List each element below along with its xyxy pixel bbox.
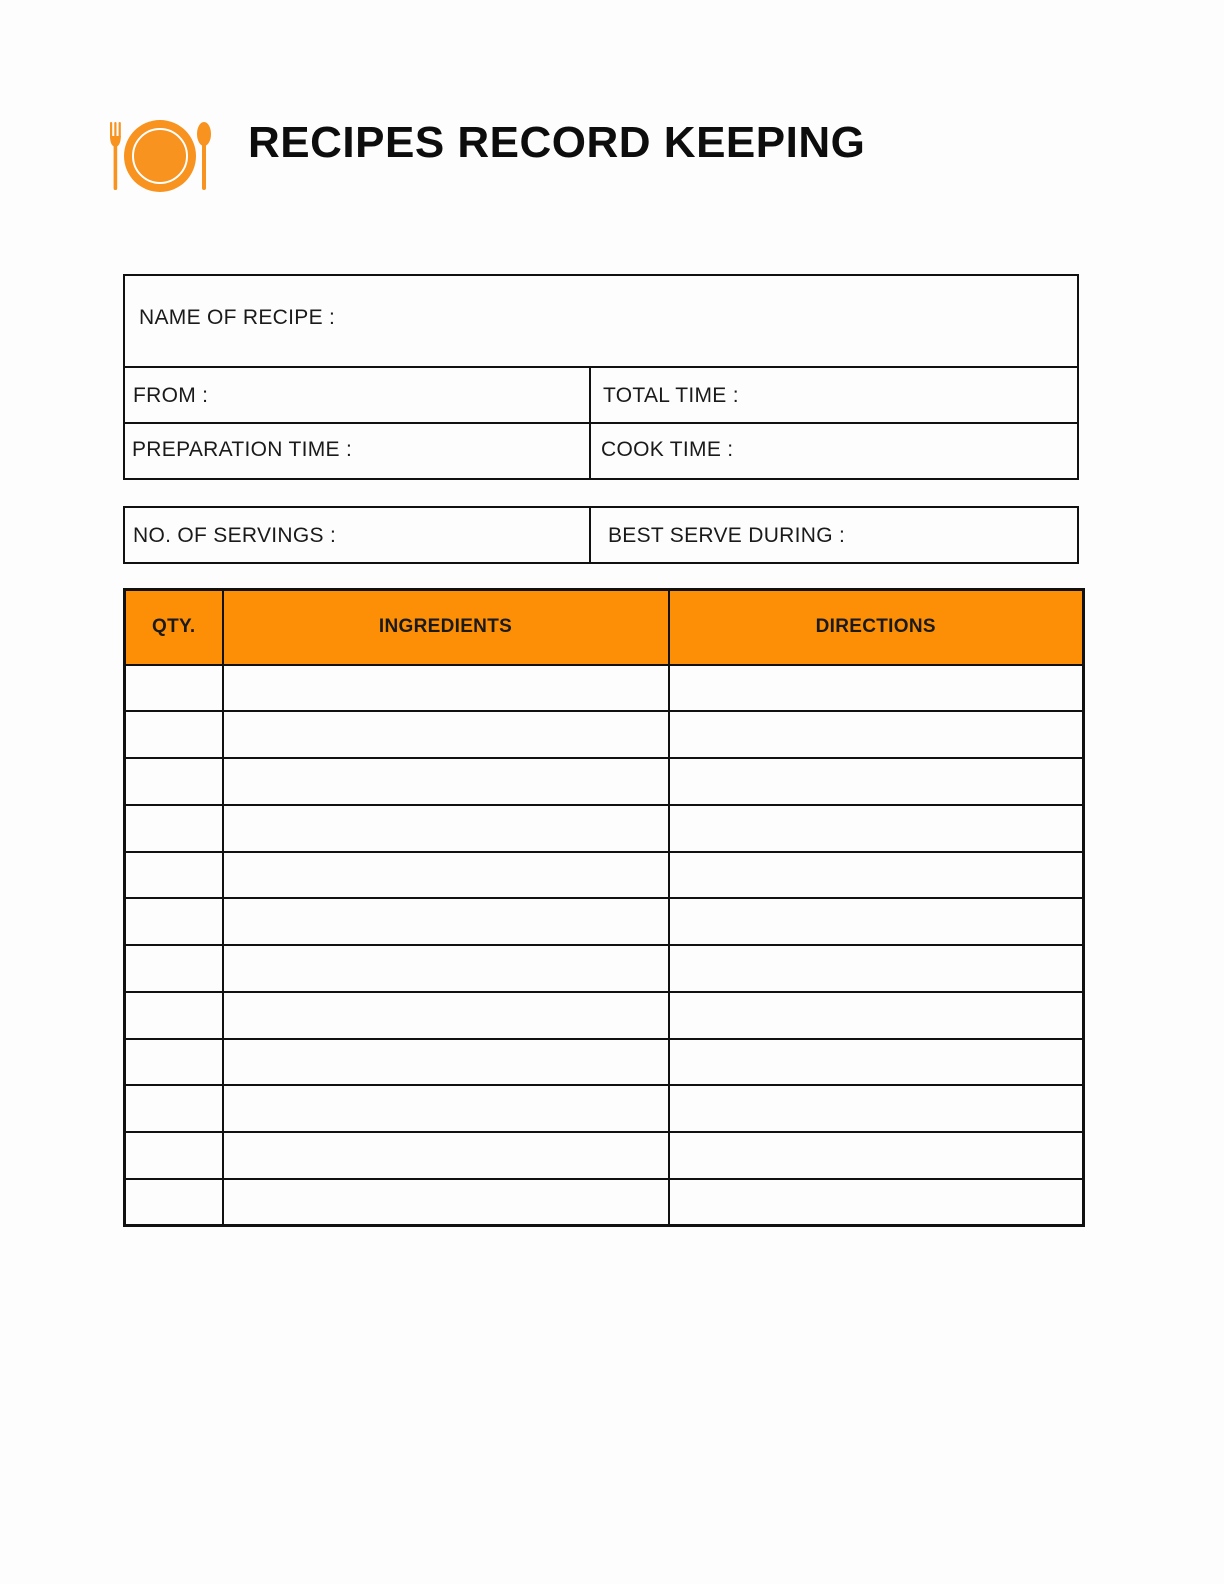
direction-cell[interactable] [669,711,1084,758]
qty-column-header: QTY. [125,590,223,665]
name-of-recipe-label: NAME OF RECIPE : [139,306,336,329]
qty-cell[interactable] [125,711,223,758]
table-row [125,1132,1084,1179]
from-label: FROM : [133,384,209,407]
qty-cell[interactable] [125,1085,223,1132]
direction-cell[interactable] [669,805,1084,852]
qty-cell[interactable] [125,898,223,945]
direction-cell[interactable] [669,1132,1084,1179]
direction-cell[interactable] [669,898,1084,945]
qty-cell[interactable] [125,805,223,852]
column-divider [589,368,591,424]
direction-cell[interactable] [669,992,1084,1039]
ingredient-cell[interactable] [223,945,669,992]
qty-cell[interactable] [125,945,223,992]
direction-cell[interactable] [669,1039,1084,1086]
ingredient-cell[interactable] [223,1039,669,1086]
page-title: RECIPES RECORD KEEPING [248,118,866,167]
table-row [125,852,1084,899]
ingredient-cell[interactable] [223,805,669,852]
directions-column-header: DIRECTIONS [669,590,1084,665]
direction-cell[interactable] [669,852,1084,899]
table-row [125,805,1084,852]
qty-cell[interactable] [125,992,223,1039]
table-row [125,992,1084,1039]
no-of-servings-label: NO. OF SERVINGS : [133,524,337,547]
qty-cell[interactable] [125,1132,223,1179]
qty-cell[interactable] [125,1039,223,1086]
table-row [125,1179,1084,1226]
ingredient-cell[interactable] [223,852,669,899]
ingredient-cell[interactable] [223,898,669,945]
direction-cell[interactable] [669,1085,1084,1132]
direction-cell[interactable] [669,758,1084,805]
qty-cell[interactable] [125,1179,223,1226]
best-serve-during-label: BEST SERVE DURING : [608,524,846,547]
direction-cell[interactable] [669,1179,1084,1226]
preparation-time-label: PREPARATION TIME : [132,438,353,461]
ingredients-column-header: INGREDIENTS [223,590,669,665]
ingredient-cell[interactable] [223,665,669,712]
table-header-row [125,590,1084,665]
recipe-info-box [123,274,1079,480]
name-of-recipe-field[interactable] [125,276,1077,368]
qty-cell[interactable] [125,665,223,712]
direction-cell[interactable] [669,945,1084,992]
ingredient-cell[interactable] [223,1179,669,1226]
ingredient-cell[interactable] [223,1132,669,1179]
plate-fork-spoon-icon [108,116,216,196]
ingredient-cell[interactable] [223,711,669,758]
servings-box [123,506,1079,564]
column-divider [589,508,591,562]
table-row [125,711,1084,758]
table-row [125,945,1084,992]
table-row [125,758,1084,805]
ingredients-table [123,588,1085,1227]
qty-cell[interactable] [125,852,223,899]
table-row [125,1039,1084,1086]
ingredient-cell[interactable] [223,1085,669,1132]
ingredient-cell[interactable] [223,992,669,1039]
table-row [125,1085,1084,1132]
direction-cell[interactable] [669,665,1084,712]
column-divider [589,424,591,478]
qty-cell[interactable] [125,758,223,805]
cook-time-label: COOK TIME : [601,438,734,461]
total-time-label: TOTAL TIME : [603,384,739,407]
prep-cook-time-row [125,424,1077,478]
from-total-time-row [125,368,1077,424]
table-row [125,898,1084,945]
table-row [125,665,1084,712]
ingredient-cell[interactable] [223,758,669,805]
